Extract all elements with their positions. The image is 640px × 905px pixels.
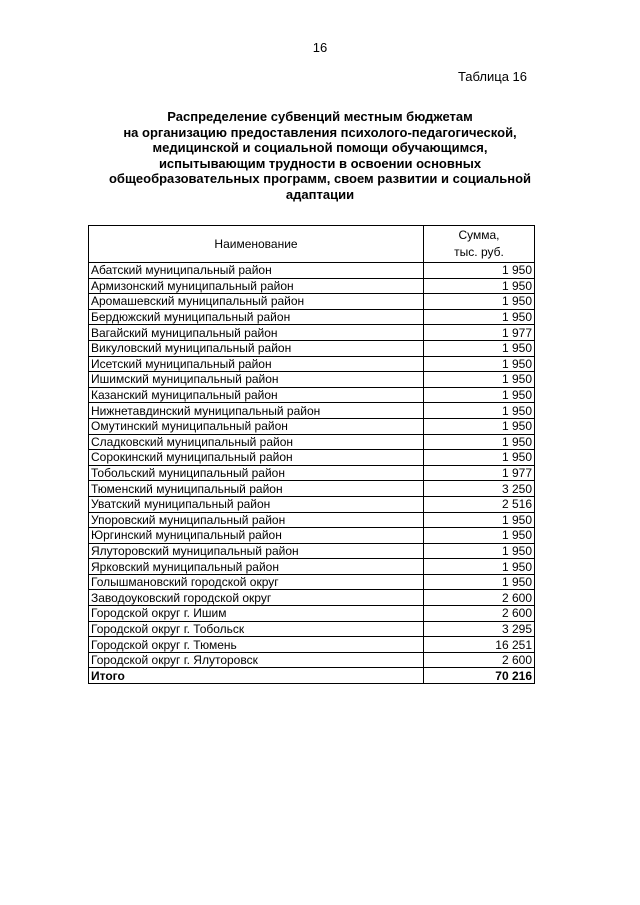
table-row bbox=[89, 450, 535, 466]
row-name: Тобольский муниципальный район bbox=[89, 465, 424, 481]
total-label: Итого bbox=[89, 668, 424, 684]
row-name: Уватский муниципальный район bbox=[89, 496, 424, 512]
table-row bbox=[89, 263, 535, 279]
table-row bbox=[89, 496, 535, 512]
row-amount: 2 600 bbox=[424, 606, 535, 622]
row-amount: 1 977 bbox=[424, 465, 535, 481]
row-amount: 1 950 bbox=[424, 512, 535, 528]
row-name: Ишимский муниципальный район bbox=[89, 372, 424, 388]
row-amount: 1 950 bbox=[424, 434, 535, 450]
row-amount: 16 251 bbox=[424, 637, 535, 653]
document-title: Распределение субвенций местным бюджетам на организацию предоставления психолого-педагогической, медицинской и социальной помощи обучающимся, испытывающим трудности в освоении основных общеобразовательных программ, своем развитии и социальной адаптации bbox=[108, 109, 532, 202]
row-name: Ялуторовский муниципальный район bbox=[89, 543, 424, 559]
row-name: Омутинский муниципальный район bbox=[89, 418, 424, 434]
row-amount: 1 950 bbox=[424, 372, 535, 388]
row-amount: 1 950 bbox=[424, 528, 535, 544]
table-row bbox=[89, 606, 535, 622]
table-row bbox=[89, 325, 535, 341]
row-amount: 1 950 bbox=[424, 387, 535, 403]
row-name: Аромашевский муниципальный район bbox=[89, 294, 424, 310]
table-row bbox=[89, 637, 535, 653]
table-body bbox=[89, 263, 535, 684]
row-amount: 2 600 bbox=[424, 590, 535, 606]
row-name: Сорокинский муниципальный район bbox=[89, 450, 424, 466]
header-sum bbox=[424, 226, 535, 263]
row-amount: 1 950 bbox=[424, 309, 535, 325]
row-name: Городской округ г. Тюмень bbox=[89, 637, 424, 653]
row-name: Ярковский муниципальный район bbox=[89, 559, 424, 575]
header-name: Наименование bbox=[89, 226, 424, 263]
row-amount: 1 950 bbox=[424, 340, 535, 356]
row-name: Городской округ г. Ялуторовск bbox=[89, 652, 424, 668]
table-row bbox=[89, 481, 535, 497]
row-name: Городской округ г. Тобольск bbox=[89, 621, 424, 637]
row-name: Нижнетавдинский муниципальный район bbox=[89, 403, 424, 419]
table-row bbox=[89, 528, 535, 544]
row-name: Сладковский муниципальный район bbox=[89, 434, 424, 450]
table-row bbox=[89, 434, 535, 450]
row-amount: 1 950 bbox=[424, 294, 535, 310]
subvention-table bbox=[88, 225, 535, 684]
row-amount: 1 950 bbox=[424, 403, 535, 419]
row-name: Абатский муниципальный район bbox=[89, 263, 424, 279]
total-amount: 70 216 bbox=[424, 668, 535, 684]
table-row bbox=[89, 559, 535, 575]
row-name: Викуловский муниципальный район bbox=[89, 340, 424, 356]
row-amount: 1 950 bbox=[424, 263, 535, 279]
table-label: Таблица 16 bbox=[457, 69, 527, 84]
row-amount: 2 600 bbox=[424, 652, 535, 668]
row-amount: 1 950 bbox=[424, 278, 535, 294]
row-name: Юргинский муниципальный район bbox=[89, 528, 424, 544]
table-row bbox=[89, 309, 535, 325]
row-amount: 3 250 bbox=[424, 481, 535, 497]
table-row bbox=[89, 403, 535, 419]
table-row bbox=[89, 652, 535, 668]
table-row bbox=[89, 574, 535, 590]
row-amount: 1 950 bbox=[424, 543, 535, 559]
table-row bbox=[89, 543, 535, 559]
table-row bbox=[89, 512, 535, 528]
table-row bbox=[89, 465, 535, 481]
row-name: Заводоуковский городской округ bbox=[89, 590, 424, 606]
row-amount: 1 977 bbox=[424, 325, 535, 341]
row-amount: 1 950 bbox=[424, 450, 535, 466]
row-name: Голышмановский городской округ bbox=[89, 574, 424, 590]
row-name: Вагайский муниципальный район bbox=[89, 325, 424, 341]
row-name: Городской округ г. Ишим bbox=[89, 606, 424, 622]
row-amount: 1 950 bbox=[424, 418, 535, 434]
row-name: Казанский муниципальный район bbox=[89, 387, 424, 403]
row-amount: 1 950 bbox=[424, 356, 535, 372]
total-row bbox=[89, 668, 535, 684]
row-name: Упоровский муниципальный район bbox=[89, 512, 424, 528]
table-header-row bbox=[89, 226, 535, 263]
table-row bbox=[89, 621, 535, 637]
table-row bbox=[89, 418, 535, 434]
header-sum-line2: тыс. руб. bbox=[454, 245, 504, 259]
table-row bbox=[89, 387, 535, 403]
table-row bbox=[89, 294, 535, 310]
row-amount: 1 950 bbox=[424, 559, 535, 575]
table-row bbox=[89, 372, 535, 388]
row-amount: 2 516 bbox=[424, 496, 535, 512]
row-name: Тюменский муниципальный район bbox=[89, 481, 424, 497]
table-row bbox=[89, 340, 535, 356]
row-name: Бердюжский муниципальный район bbox=[89, 309, 424, 325]
row-name: Исетский муниципальный район bbox=[89, 356, 424, 372]
table-row bbox=[89, 590, 535, 606]
table-row bbox=[89, 356, 535, 372]
row-amount: 3 295 bbox=[424, 621, 535, 637]
header-sum-line1: Сумма, bbox=[458, 228, 500, 242]
row-name: Армизонский муниципальный район bbox=[89, 278, 424, 294]
table-row bbox=[89, 278, 535, 294]
row-amount: 1 950 bbox=[424, 574, 535, 590]
page-number: 16 bbox=[312, 40, 328, 55]
